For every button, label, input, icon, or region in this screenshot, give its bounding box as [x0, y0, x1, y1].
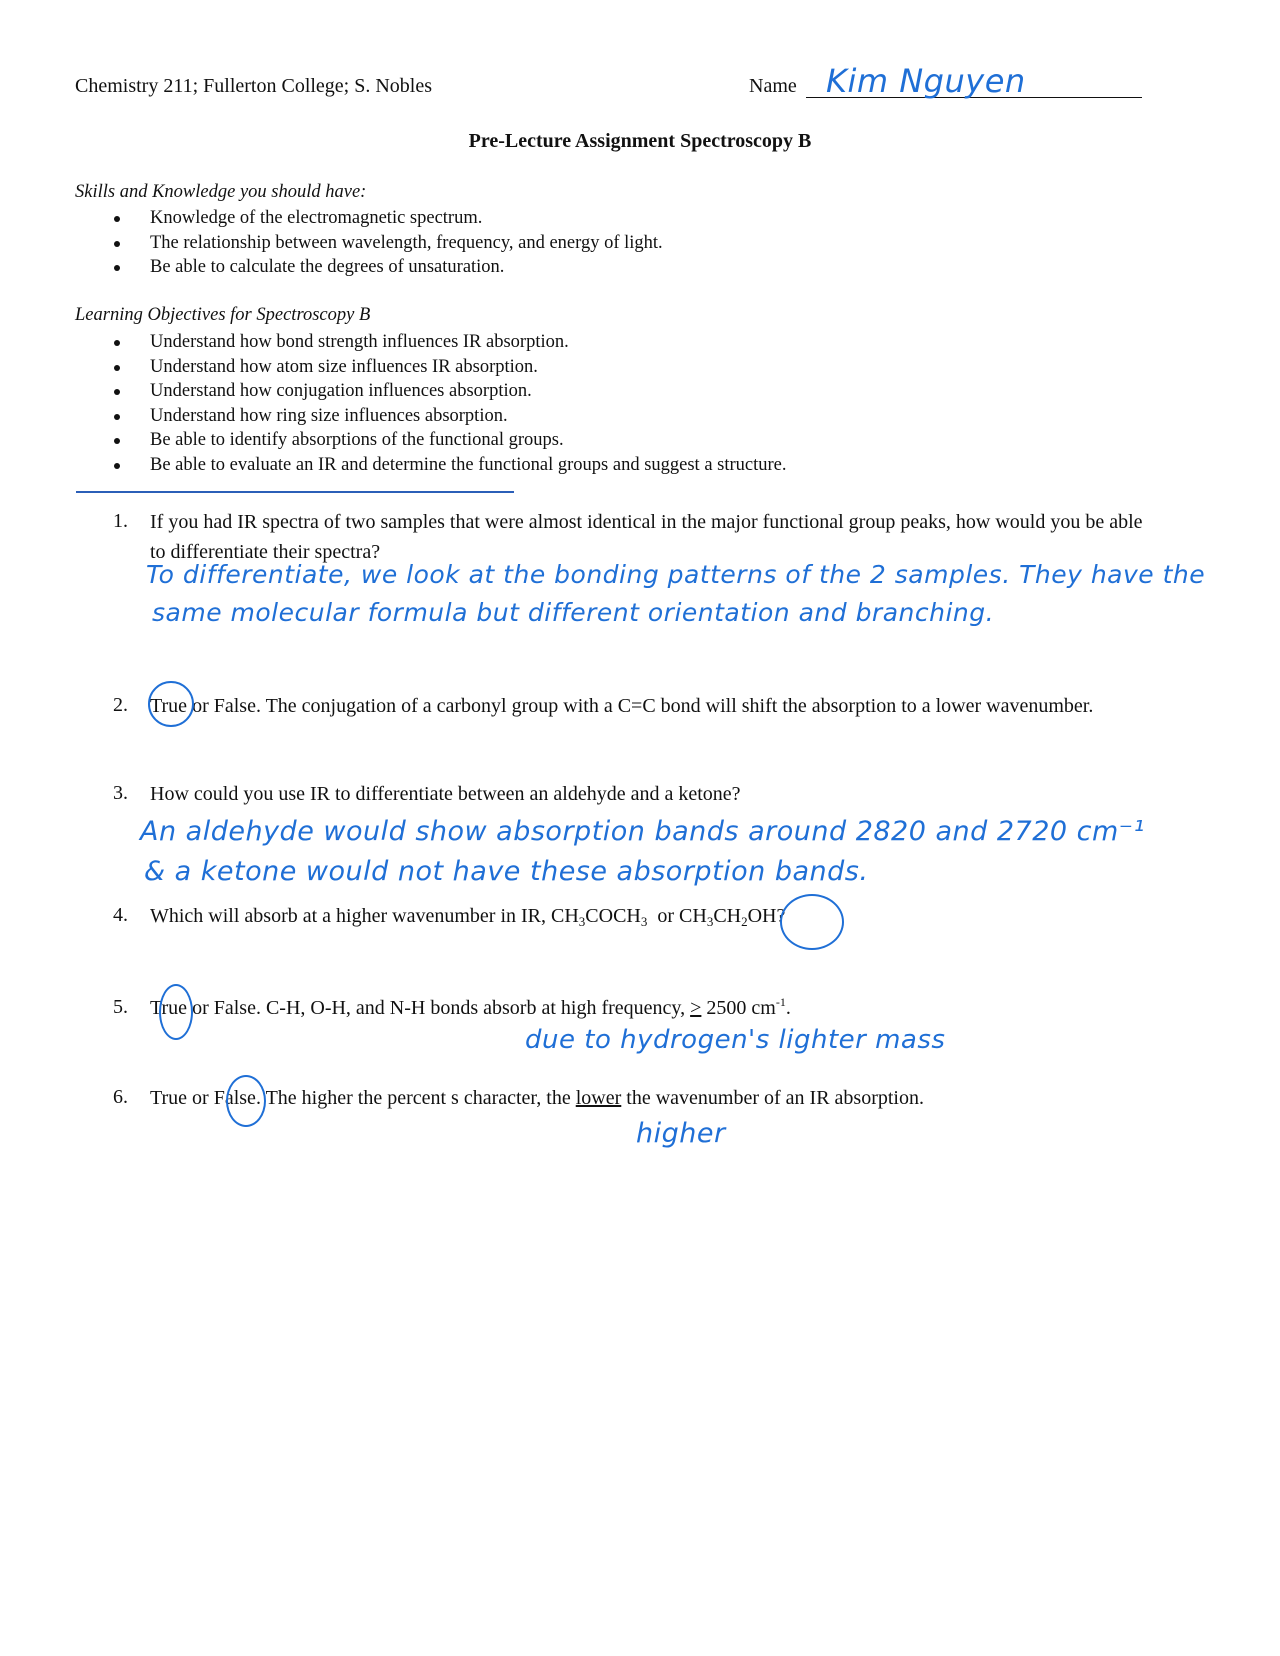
answer-1-line-1: To differentiate, we look at the bonding patterns of the 2 samples. They have the [146, 560, 1206, 589]
page-title: Pre-Lecture Assignment Spectroscopy B [468, 130, 812, 152]
bullet [114, 438, 120, 444]
question-2-text: True or False. The conjugation of a carbonyl group with a C=C bond will shift the absorption to a lower wavenumber. [150, 695, 1094, 717]
bullet [114, 365, 120, 371]
objectives-list [150, 330, 787, 477]
bullet [114, 216, 120, 222]
list-item: The relationship between wavelength, frequency, and energy of light. [150, 231, 663, 256]
question-number: 1. [113, 510, 128, 532]
name-label: Name [749, 75, 797, 97]
list-item: Be able to identify absorptions of the functional groups. [150, 428, 787, 453]
skills-heading: Skills and Knowledge you should have: [75, 182, 367, 202]
bullet [114, 389, 120, 395]
circle-mark [780, 894, 844, 950]
list-item: Be able to calculate the degrees of unsaturation. [150, 255, 663, 280]
answer-5-annotation: due to hydrogen's lighter mass [525, 1025, 946, 1055]
list-item: Understand how ring size influences absorption. [150, 404, 787, 429]
bullet [114, 241, 120, 247]
question-4-text: Which will absorb at a higher wavenumber in IR, $CH_3COCH_3$ or $CH_3CH_2OH$? [150, 905, 786, 929]
circle-mark [159, 984, 193, 1040]
question-5-text: True or False. C-H, O-H, and N-H bonds absorb at high frequency, > 2500 $cm^{-1}$. [150, 995, 791, 1019]
handwritten-name: Kim Nguyen [826, 62, 1026, 100]
true-word: True [150, 695, 188, 717]
question-number: 4. [113, 904, 128, 926]
answer-3-line-1: An aldehyde would show absorption bands around 2820 and 2720 cm⁻¹ [140, 816, 1145, 847]
list-item: Understand how conjugation influences absorption. [150, 379, 787, 404]
course-line: Chemistry 211; Fullerton College; S. Nobles [75, 75, 433, 97]
question-number: 2. [113, 694, 128, 716]
circle-mark [148, 681, 194, 727]
answer-3-line-2: & a ketone would not have these absorption bands. [144, 856, 869, 887]
geq-symbol: > [690, 997, 702, 1019]
section-divider [76, 491, 514, 493]
question-3-text: How could you use IR to differentiate between an aldehyde and a ketone? [150, 783, 741, 805]
answer-1-line-2: same molecular formula but different orientation and branching. [152, 598, 995, 627]
list-item: Understand how bond strength influences IR absorption. [150, 330, 787, 355]
bullet [114, 414, 120, 420]
list-item: Be able to evaluate an IR and determine the functional groups and suggest a structure. [150, 453, 787, 478]
skills-list [150, 206, 663, 280]
underlined-word: lower [575, 1087, 622, 1109]
question-1-text: If you had IR spectra of two samples that were almost identical in the major functional group peaks, how would you be able to differentiate their spectra? [150, 511, 1143, 563]
question-6-text: True or False. The higher the percent s character, the lower the wavenumber of an IR absorption. [150, 1087, 924, 1109]
true-word: True [150, 997, 188, 1019]
question-number: 6. [113, 1086, 128, 1108]
list-item: Knowledge of the electromagnetic spectrum. [150, 206, 663, 231]
bullet [114, 463, 120, 469]
false-word: False [213, 1087, 256, 1109]
objectives-heading: Learning Objectives for Spectroscopy B [75, 305, 371, 325]
bullet [114, 340, 120, 346]
question-number: 3. [113, 782, 128, 804]
circle-mark [226, 1075, 266, 1127]
list-item: Understand how atom size influences IR absorption. [150, 355, 787, 380]
answer-6-correction: higher [636, 1118, 726, 1149]
bullet [114, 265, 120, 271]
question-number: 5. [113, 996, 128, 1018]
